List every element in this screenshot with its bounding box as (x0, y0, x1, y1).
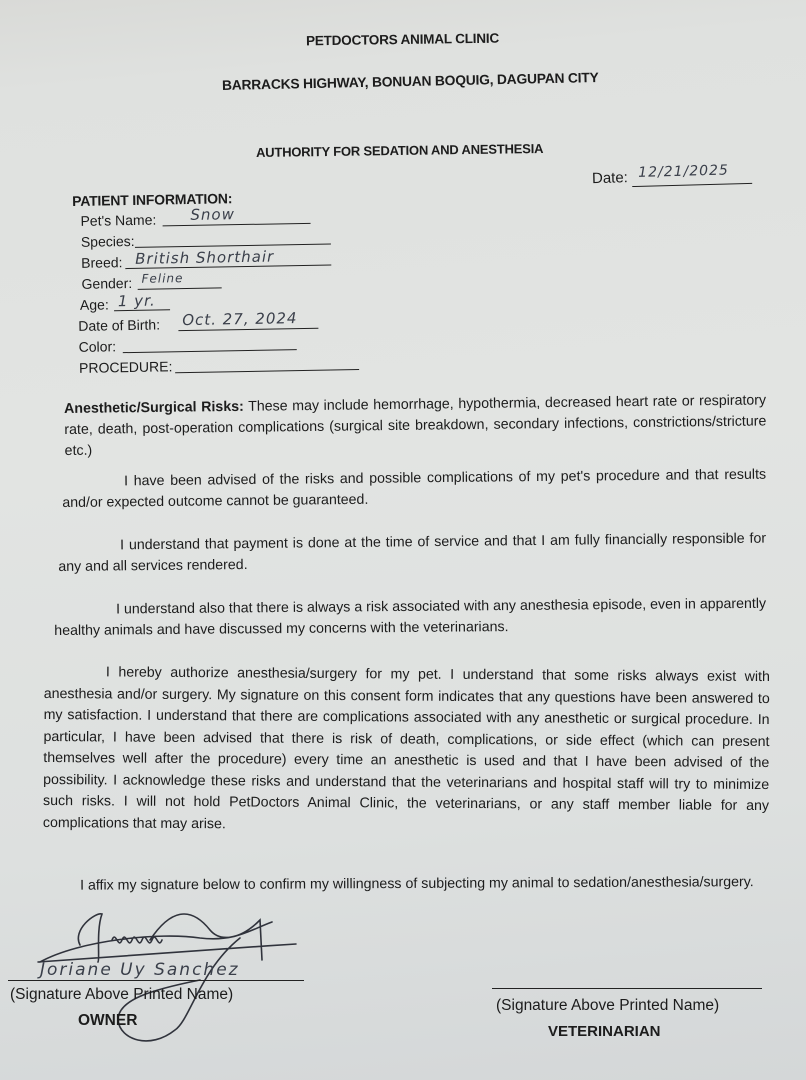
dob-label: Date of Birth: (78, 316, 161, 334)
clinic-address: BARRACKS HIGHWAY, BONUAN BOQUIG, DAGUPAN CITY (221, 70, 599, 93)
breed-value: British Shorthair (135, 247, 275, 268)
color-label: Color: (78, 338, 117, 355)
date-field (591, 162, 753, 188)
patient-info-title: PATIENT INFORMATION: (72, 190, 233, 209)
species-label: Species: (80, 232, 135, 250)
procedure-line[interactable] (175, 369, 359, 373)
owner-caption: (Signature Above Printed Name) (10, 986, 234, 1003)
risks-text: These may include hemorrhage, hypothermia, decreased heart rate or respiratory rate, death, post-operation complications (surgical site breakdown, secondary infections, constrictions/stricture etc.) (64, 392, 767, 459)
date-line[interactable] (632, 162, 752, 187)
owner-signature-block (0, 900, 330, 1050)
risks-paragraph (64, 390, 767, 462)
paragraph-advised (62, 465, 766, 514)
paragraph-advised-text: I have been advised of the risks and possible complications of my pet's procedure and that results and/or expected outcome cannot be guaranteed. (62, 466, 767, 511)
paragraph-authorization (43, 662, 770, 839)
paragraph-affirmation-text: I affix my signature below to confirm my willingness of subjecting my animal to sedation/anesthesia/surgery. (80, 874, 754, 894)
risks-label: Anesthetic/Surgical Risks: (64, 398, 244, 417)
paragraph-payment-text: I understand that payment is done at the time of service and that I am fully financially responsible for any and all services rendered. (58, 530, 767, 575)
paragraph-payment (58, 529, 766, 578)
form-title: AUTHORITY FOR SEDATION AND ANESTHESIA (255, 140, 544, 161)
paragraph-affirmation (18, 872, 774, 897)
field-color (75, 334, 235, 358)
age-label: Age: (79, 296, 109, 313)
clinic-name: PETDOCTORS ANIMAL CLINIC (305, 30, 500, 49)
gender-line[interactable] (138, 287, 222, 289)
owner-printed-name: Joriane Uy Sanchez (40, 960, 240, 980)
owner-role: OWNER (78, 1012, 138, 1029)
field-date-of-birth (74, 309, 298, 337)
paragraph-risk-awareness (54, 594, 766, 642)
field-pet-name (72, 205, 236, 232)
breed-label: Breed: (81, 254, 123, 271)
paragraph-risk-awareness-text: I understand also that there is always a risk associated with any anesthesia episode, even in apparently healthy animals and have discussed my concerns with the veterinarians. (54, 595, 767, 639)
veterinarian-signature-line[interactable] (492, 988, 762, 989)
gender-label: Gender: (81, 274, 133, 292)
procedure-label: PROCEDURE: (78, 358, 173, 376)
veterinarian-signature-block (470, 960, 800, 1060)
age-value: 1 yr. (117, 291, 156, 311)
veterinarian-role: VETERINARIAN (548, 1023, 661, 1040)
pet-name-label: Pet's Name: (80, 211, 157, 229)
date-value: 12/21/2025 (637, 162, 730, 181)
pet-name-value: Snow (190, 205, 236, 224)
veterinarian-caption: (Signature Above Printed Name) (496, 997, 720, 1014)
field-procedure (75, 355, 235, 379)
field-breed (73, 247, 275, 274)
patient-info-section (72, 190, 298, 379)
paragraph-authorization-text: I hereby authorize anesthesia/surgery for my pet. I understand that some risks always exist with anesthesia and/or surgery. My signature on this consent form indicates that any questions have been answered to my satisfaction. I understand that there are complications associated with any anesthetic or surgical procedure. In particular, I have been advised that there is risk of death, complications, or side effect (which can present themselves well after the procedure) every time an anesthetic is used and that I have been advised of the possibility. I acknowledge these risks and understand that the veterinarians and hospital staff will try to minimize such risks. I will not hold PetDoctors Animal Clinic, the veterinarians, or any staff member liable for any complications that may arise. (42, 664, 770, 832)
pet-name-line[interactable] (163, 223, 311, 227)
color-line[interactable] (123, 349, 297, 353)
owner-signature-line[interactable] (8, 980, 304, 981)
date-label: Date: (591, 169, 629, 188)
gender-value: Feline (141, 271, 184, 286)
dob-value: Oct. 27, 2024 (182, 309, 298, 330)
